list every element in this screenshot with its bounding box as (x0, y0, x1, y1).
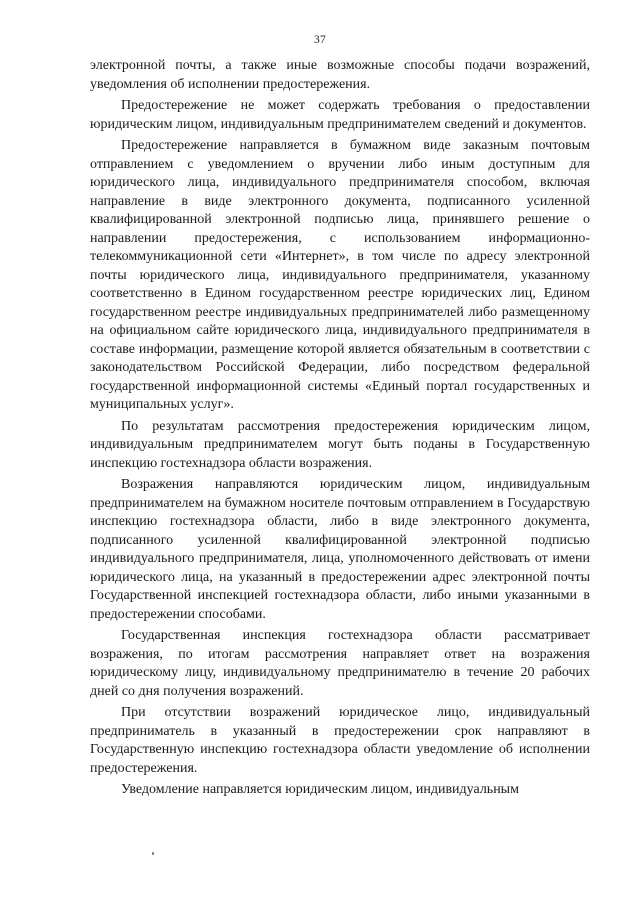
page-number: 37 (313, 34, 327, 46)
paragraph: Предостережение не может содержать требования о предоставлении юридическим лицом, индивидуальным предпринимателем сведений и документов. (90, 98, 590, 132)
paragraph: Уведомление направляется юридическим лицом, индивидуальным (121, 782, 519, 797)
paragraph: Предостережение направляется в бумажном виде заказным почтовым отправлением с уведомлением о вручении либо иным доступным для юридического лица, индивидуального предпринимателя способом, включая направление в виде электронного документа, подписанного усиленной квалифицированной электронной подписью лица, принявшего решение о направлении предостережения, с использованием информационно-телекоммуникационной сети «Интернет», в том числе по адресу электронной почты юридического лица, индивидуального предпринимателя, указанному соответственно в Едином государственном реестре юридических лиц, Едином государственном реестре индивидуальных предпринимателей либо размещенному на официальном сайте юридического лица, индивидуального предпринимателя в составе информации, размещение которой является обязательным в соответствии с законодательством Российской Федерации, либо посредством федеральной государственной информационной системы «Единый портал государственных и муниципальных услуг». (90, 138, 590, 412)
paragraph: По результатам рассмотрения предостережения юридическим лицом, индивидуальным предпринимателем могут быть поданы в Государственную инспекцию гостехнадзора области возражения. (90, 418, 590, 471)
paragraph-continued: электронной почты, а также иные возможные способы подачи возражений, уведомления об исполнении предостережения. (90, 58, 590, 92)
paragraph: Государственная инспекция гостехнадзора области рассматривает возражения, по итогам рассмотрения направляет ответ на возражения юридическому лицу, индивидуальному предпринимателю в течение 20 рабочих дней со дня получения возражений. (90, 628, 590, 699)
scan-speck (152, 852, 154, 855)
paragraph: Возражения направляются юридическим лицом, индивидуальным предпринимателем на бумажном носителе почтовым отправлением в Государствую инспекцию гостехнадзора области, либо в виде электронного документа, подписанного усиленной квалифицированной электронной подписью индивидуального предпринимателя, лица, уполномоченного действовать от имени юридического лица, на указанный в предостережении адрес электронной почты Государственной инспекцией гостехнадзора области, либо иными указанными в предостережении способами. (90, 477, 590, 622)
paragraph: При отсутствии возражений юридическое лицо, индивидуальный предприниматель в указанный в предостережении срок направляют в Государственную инспекцию гостехнадзора области уведомление об исполнении предостережения. (90, 705, 590, 776)
document-body (90, 57, 590, 803)
